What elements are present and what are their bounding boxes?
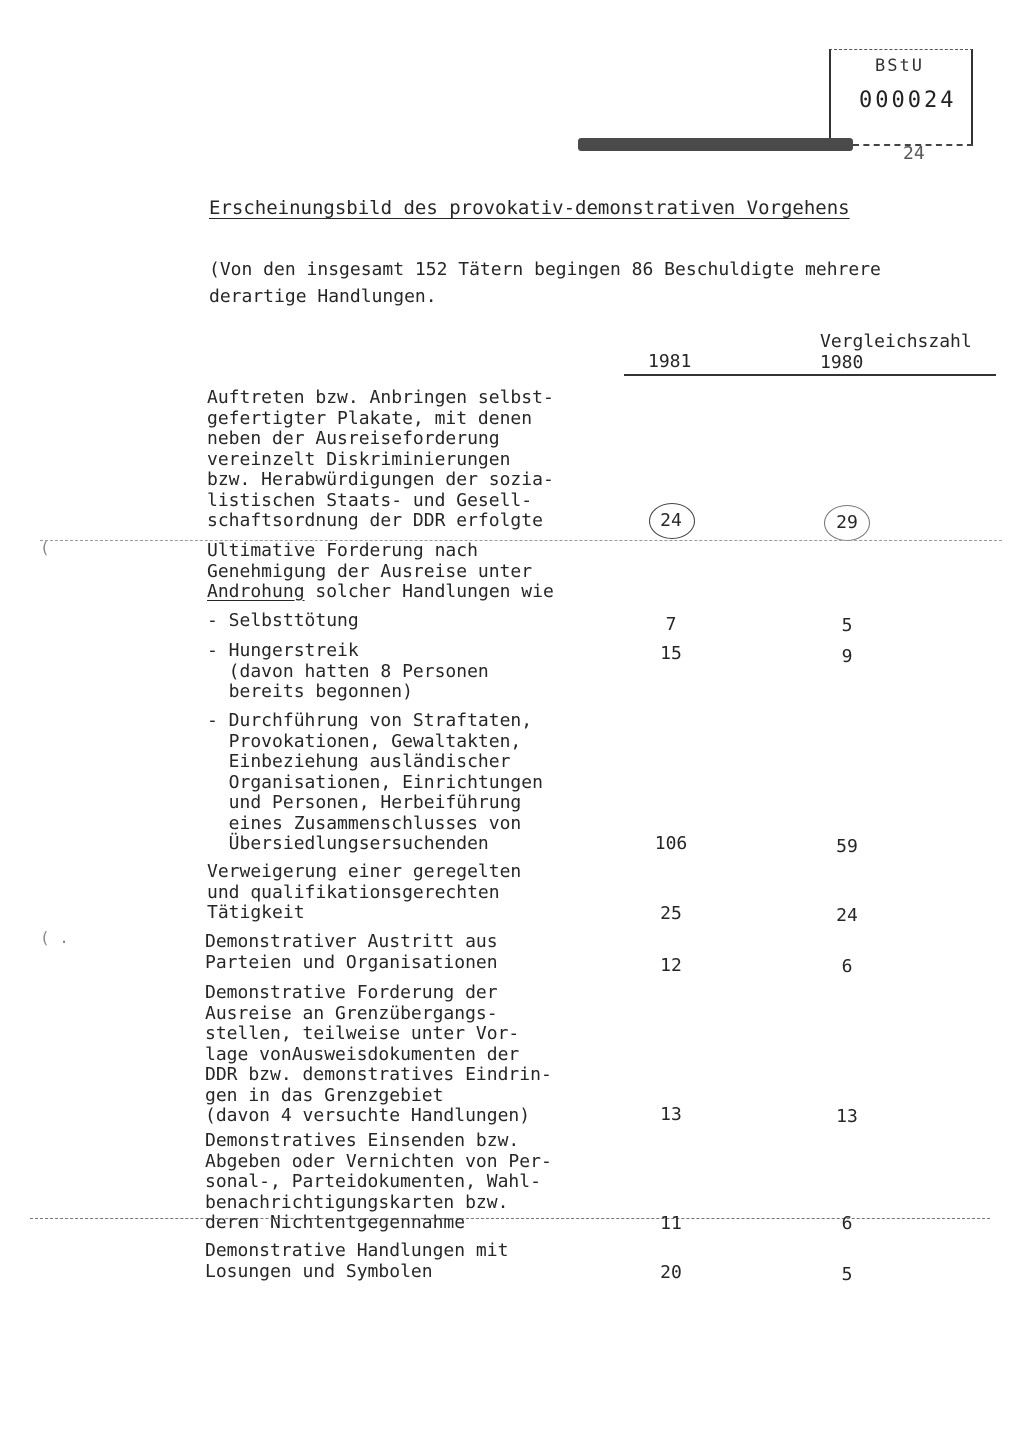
comparison-year: 1980 <box>820 352 864 373</box>
item-plakate: Auftreten bzw. Anbringen selbst- gefertigter Plakate, mit denen neben der Ausreiseforderung vereinzelt Diskriminierungen bzw. Herabwürdigungen der sozia- listischen Staats- und Gesell- schaftsordnung der DDR erfolgte <box>207 387 554 531</box>
value-1981-verweigerung: 25 <box>660 903 682 924</box>
item-selbsttoetung: - Selbsttötung <box>207 610 359 631</box>
item-straftaten: - Durchführung von Straftaten, Provokationen, Gewaltakten, Einbeziehung ausländischer Organisationen, Einrichtungen und Personen, Herbeiführung eines Zusammenschlusses von Übersiedlungsersuchenden <box>207 710 543 854</box>
value-1981-grenzuebergang: 13 <box>660 1104 682 1125</box>
value-1981-austritt: 12 <box>660 955 682 976</box>
redaction-bar <box>578 138 853 151</box>
item-austritt: Demonstrativer Austritt aus Parteien und Organisationen <box>205 931 498 973</box>
value-1980-verweigerung: 24 <box>836 905 858 926</box>
value-1981-losungen: 20 <box>660 1262 682 1283</box>
handwritten-circle-1981 <box>649 503 695 539</box>
archive-stamp <box>829 49 973 146</box>
page-heading: Erscheinungsbild des provokativ-demonstrativen Vorgehens <box>209 197 850 219</box>
margin-mark: ( <box>40 538 50 557</box>
value-1981-selbsttoetung: 7 <box>665 614 677 635</box>
value-1980-austritt: 6 <box>841 956 853 977</box>
handwritten-circle-1980 <box>824 505 870 541</box>
column-header-1981: 1981 <box>648 351 692 372</box>
value-1980-losungen: 5 <box>841 1264 853 1285</box>
item-grenzuebergang: Demonstrative Forderung der Ausreise an Grenzübergangs- stellen, teilweise unter Vor- lage vonAusweisdokumenten der DDR bzw. demonstratives Eindrin- gen in das Grenzgebiet (davon 4 versuchte Handlungen) <box>205 982 552 1126</box>
value-1981-plakate: 24 <box>660 510 682 531</box>
item-ultimative-text: Ultimative Forderung nach Genehmigung der Ausreise unter <box>207 540 533 582</box>
comparison-label: Vergleichszahl <box>820 331 972 352</box>
value-1981-einsenden: 11 <box>660 1213 682 1234</box>
value-1980-einsenden: 6 <box>841 1213 853 1234</box>
item-einsenden: Demonstratives Einsenden bzw. Abgeben oder Vernichten von Per- sonal-, Parteidokumenten, Wahl- benachrichtigungskarten bzw. deren Nichtentgegennahme <box>205 1130 552 1233</box>
value-1980-plakate: 29 <box>836 512 858 533</box>
item-ultimative-rest: solcher Handlungen wie <box>304 581 554 602</box>
value-1980-selbsttoetung: 5 <box>841 615 853 636</box>
header-rule <box>624 374 996 376</box>
item-verweigerung: Verweigerung einer geregelten und qualifikationsgerechten Tätigkeit <box>207 861 522 923</box>
item-hungerstreik: - Hungerstreik (davon hatten 8 Personen bereits begonnen) <box>207 640 489 702</box>
item-ultimative-forderung <box>207 541 554 603</box>
value-1980-grenzuebergang: 13 <box>836 1106 858 1127</box>
stamp-agency: BStU <box>875 56 924 76</box>
margin-mark-2: ( . <box>40 928 69 947</box>
page-number: 24 <box>903 143 925 164</box>
value-1981-hungerstreik: 15 <box>660 643 682 664</box>
value-1980-straftaten: 59 <box>836 836 858 857</box>
value-1981-straftaten: 106 <box>654 833 688 854</box>
value-1980-hungerstreik: 9 <box>841 646 853 667</box>
column-header-comparison <box>820 331 972 373</box>
intro-paragraph: (Von den insgesamt 152 Tätern begingen 86 Beschuldigte mehrere derartige Handlungen. <box>209 259 881 307</box>
item-losungen: Demonstrative Handlungen mit Losungen und Symbolen <box>205 1240 509 1282</box>
stamp-number: 000024 <box>859 88 957 113</box>
item-androhung: Androhung <box>207 581 305 602</box>
